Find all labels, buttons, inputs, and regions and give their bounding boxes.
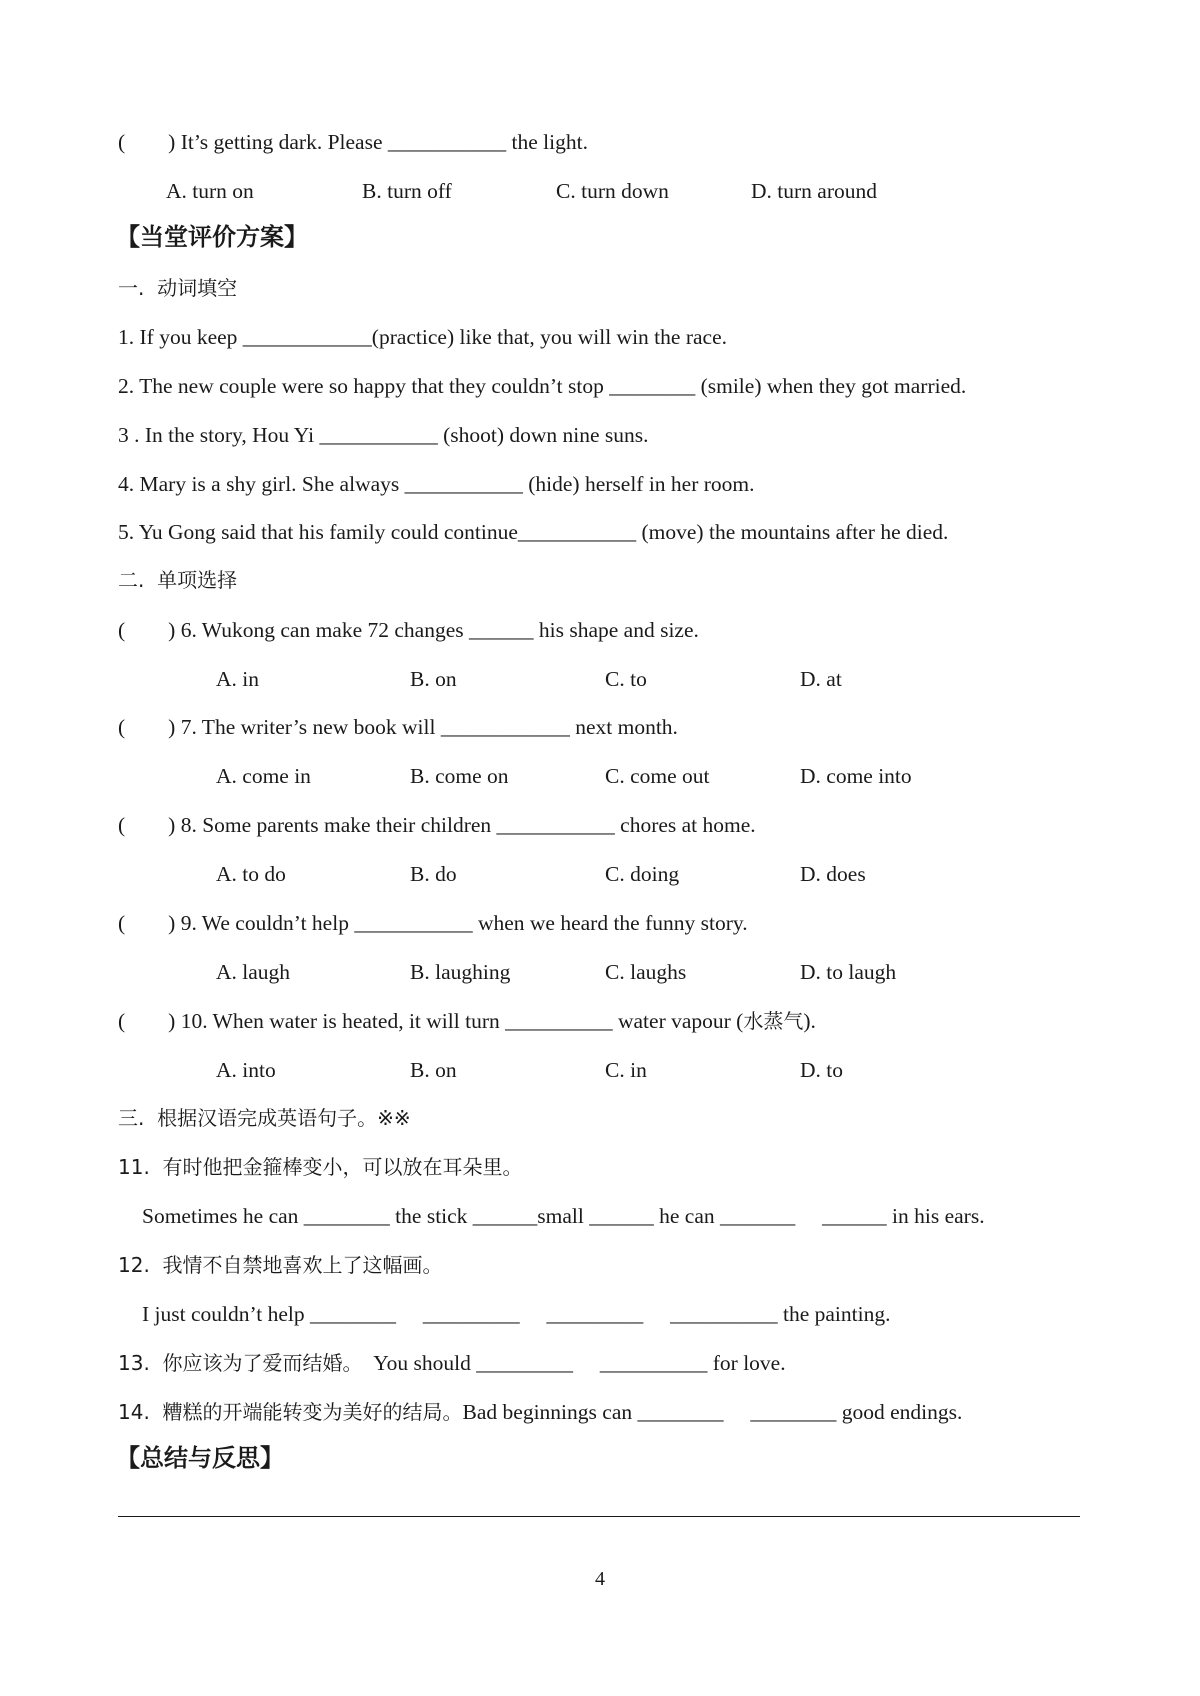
option-a: A. in [216, 667, 259, 691]
option-d: D. at [800, 667, 842, 691]
translation-item-14 [118, 1398, 962, 1426]
option-d: D. does [800, 862, 866, 886]
option-d: D. come into [800, 764, 912, 788]
translation-cn-11: 11. 有时他把金箍棒变小，可以放在耳朵里。 [118, 1155, 523, 1179]
option-c: C. doing [605, 862, 680, 886]
choice-stem-8: ( ) 8. Some parents make their children ___________ chores at home. [118, 813, 756, 837]
option-a: A. come in [216, 764, 311, 788]
fill-item-3: 3 . In the story, Hou Yi ___________ (shoot) down nine suns. [118, 423, 649, 447]
page-number: 4 [595, 1568, 605, 1590]
translation-cn-13: 13. 你应该为了爱而结婚。 [118, 1351, 363, 1375]
option-d: D. turn around [751, 179, 877, 203]
option-b: B. do [410, 862, 457, 886]
option-c: C. to [605, 667, 647, 691]
option-b: B. on [410, 667, 457, 691]
option-d: D. to [800, 1058, 843, 1082]
option-a: A. to do [216, 862, 286, 886]
translation-item-13 [118, 1349, 786, 1377]
option-b: B. laughing [410, 960, 511, 984]
option-b: B. come on [410, 764, 509, 788]
translation-en-12: I just couldn’t help ________ _________ _________ __________ the painting. [142, 1302, 891, 1326]
translation-cn-14: 14. 糟糕的开端能转变为美好的结局。 [118, 1400, 463, 1424]
choice-stem-10-cn: 水蒸气 [743, 1009, 804, 1033]
choice-stem-9: ( ) 9. We couldn’t help ___________ when we heard the funny story. [118, 911, 748, 935]
translation-en-13: You should _________ __________ for love. [362, 1351, 786, 1375]
section-multiple-choice-title: 二. 单项选择 [118, 568, 238, 592]
fill-item-4: 4. Mary is a shy girl. She always ___________ (hide) herself in her room. [118, 472, 755, 496]
fill-item-2: 2. The new couple were so happy that they couldn’t stop ________ (smile) when they got married. [118, 374, 967, 398]
option-d: D. to laugh [800, 960, 897, 984]
choice-stem-6: ( ) 6. Wukong can make 72 changes ______ his shape and size. [118, 618, 699, 642]
fill-item-1: 1. If you keep ____________(practice) like that, you will win the race. [118, 325, 727, 349]
heading-summary: 【总结与反思】 [116, 1444, 284, 1472]
choice-stem-10-pre: ( ) 10. When water is heated, it will turn __________ water vapour ( [118, 1009, 744, 1033]
choice-stem-10 [118, 1007, 816, 1035]
choice-stem-10-post: ). [803, 1009, 816, 1033]
choice-stem-7: ( ) 7. The writer’s new book will ____________ next month. [118, 715, 678, 739]
option-a: A. into [216, 1058, 276, 1082]
translation-cn-12: 12. 我情不自禁地喜欢上了这幅画。 [118, 1253, 443, 1277]
option-b: B. on [410, 1058, 457, 1082]
option-a: A. turn on [166, 179, 254, 203]
section-translation-title: 三. 根据汉语完成英语句子。※※ [118, 1106, 411, 1130]
option-c: C. in [605, 1058, 647, 1082]
option-c: C. come out [605, 764, 710, 788]
option-c: C. turn down [556, 179, 669, 203]
section-verb-fill-title: 一. 动词填空 [118, 276, 238, 300]
fill-item-5: 5. Yu Gong said that his family could continue___________ (move) the mountains after he died. [118, 520, 949, 544]
option-b: B. turn off [362, 179, 452, 203]
option-c: C. laughs [605, 960, 687, 984]
heading-evaluation: 【当堂评价方案】 [116, 223, 308, 251]
option-a: A. laugh [216, 960, 291, 984]
translation-en-11: Sometimes he can ________ the stick ______small ______ he can _______ ______ in his ears. [142, 1204, 985, 1228]
question-stem-light: ( ) It’s getting dark. Please ___________ the light. [118, 130, 588, 154]
reflection-answer-line [118, 1516, 1080, 1517]
translation-en-14: Bad beginnings can ________ ________ good endings. [462, 1400, 963, 1424]
